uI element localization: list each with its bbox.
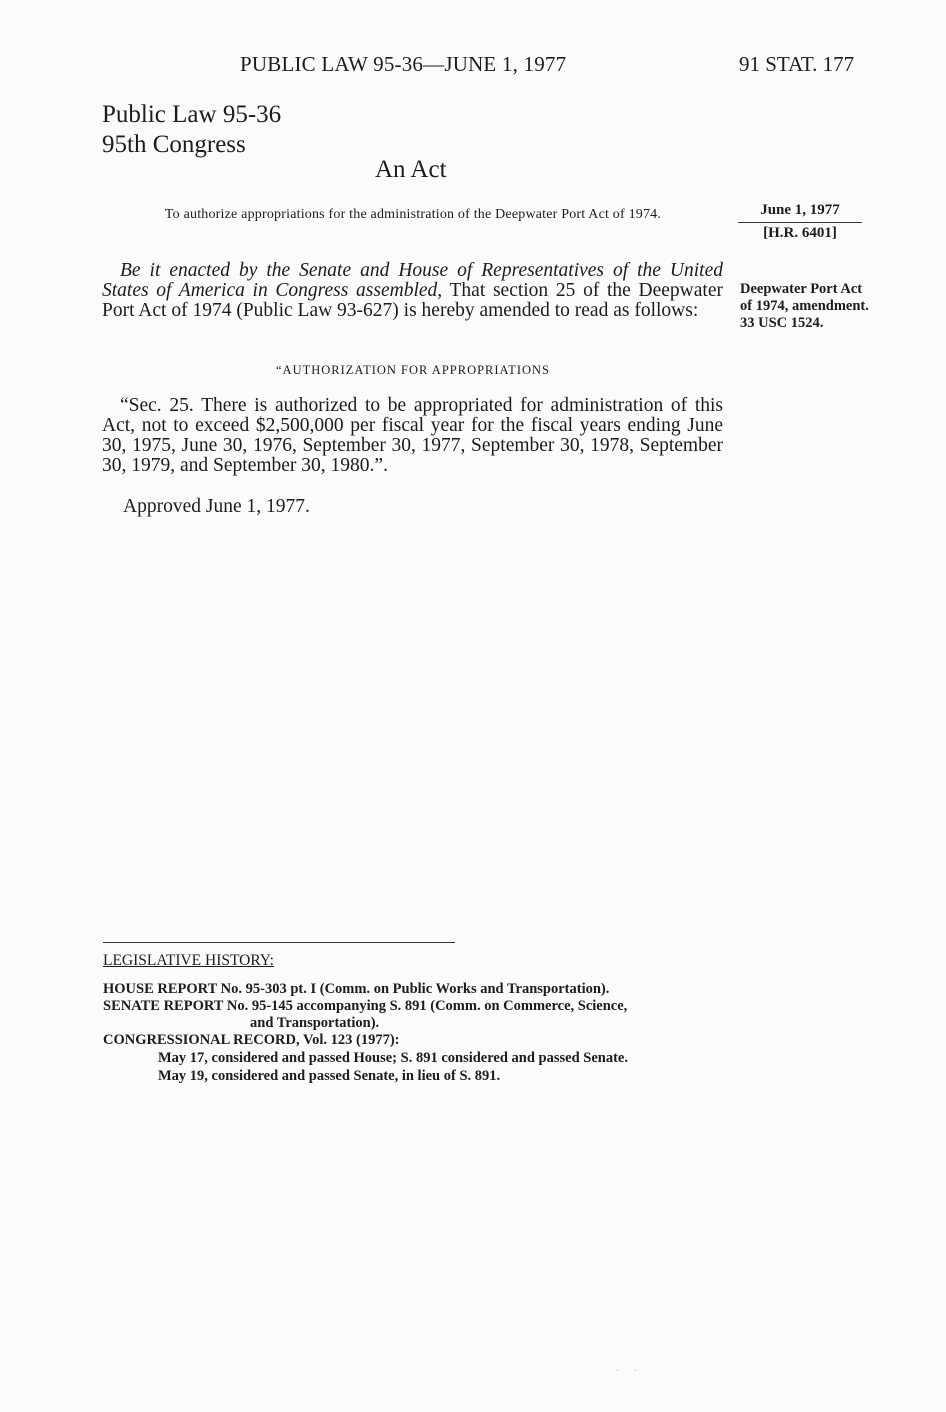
- legislative-history-line: May 19, considered and passed Senate, in lieu of S. 891.: [158, 1068, 501, 1084]
- enacting-clause-text: That section 25 of the Deepwater Port Act of 1974 (Public Law 93-627) is hereby amended to read as follows:: [102, 280, 723, 321]
- enacting-clause: [102, 261, 723, 321]
- legislative-history-line: May 17, considered and passed House; S. 891 considered and passed Senate.: [158, 1050, 628, 1066]
- section-prefix: “Sec. 25.: [120, 395, 194, 416]
- margin-side-note: Deepwater Port Act of 1974, amendment. 33 USC 1524.: [740, 281, 869, 331]
- act-heading: An Act: [375, 156, 447, 183]
- congress-label: 95th Congress: [102, 131, 246, 158]
- act-purpose: To authorize appropriations for the administration of the Deepwater Port Act of 1974.: [164, 207, 662, 222]
- running-head: PUBLIC LAW 95-36—JUNE 1, 1977: [240, 52, 567, 76]
- section-heading: “AUTHORIZATION FOR APPROPRIATIONS: [276, 363, 550, 377]
- stat-page-number: 91 STAT. 177: [739, 52, 855, 76]
- legislative-history-heading: LEGISLATIVE HISTORY:: [103, 952, 274, 969]
- scan-speck: . .: [616, 1360, 643, 1374]
- legislative-history-line: and Transportation).: [250, 1015, 380, 1031]
- public-law-number: Public Law 95-36: [102, 101, 282, 128]
- legislative-history-line: SENATE REPORT No. 95-145 accompanying S. 891 (Comm. on Commerce, Science,: [103, 998, 628, 1014]
- legislative-history-line: CONGRESSIONAL RECORD, Vol. 123 (1977):: [103, 1032, 400, 1048]
- section-paragraph: [102, 396, 723, 476]
- margin-divider: [738, 222, 862, 223]
- footer-divider: [103, 942, 455, 943]
- margin-bill-number: [H.R. 6401]: [763, 225, 837, 241]
- approval-line: Approved June 1, 1977.: [123, 496, 310, 517]
- section-text: There is authorized to be appropriated for administration of this Act, not to exceed $2,500,000 per fiscal year for the fiscal years ending June 30, 1975, June 30, 1976, September 30, 1977, September 30, 1978, September 30, 1979, and September 30, 1980.”.: [102, 395, 724, 476]
- legislative-history-line: HOUSE REPORT No. 95-303 pt. I (Comm. on Public Works and Transportation).: [103, 981, 610, 997]
- enacting-clause-italic: Be it enacted by the Senate and House of Representatives of the United States of America in Congress assembled,: [102, 260, 723, 301]
- margin-date: June 1, 1977: [760, 202, 840, 218]
